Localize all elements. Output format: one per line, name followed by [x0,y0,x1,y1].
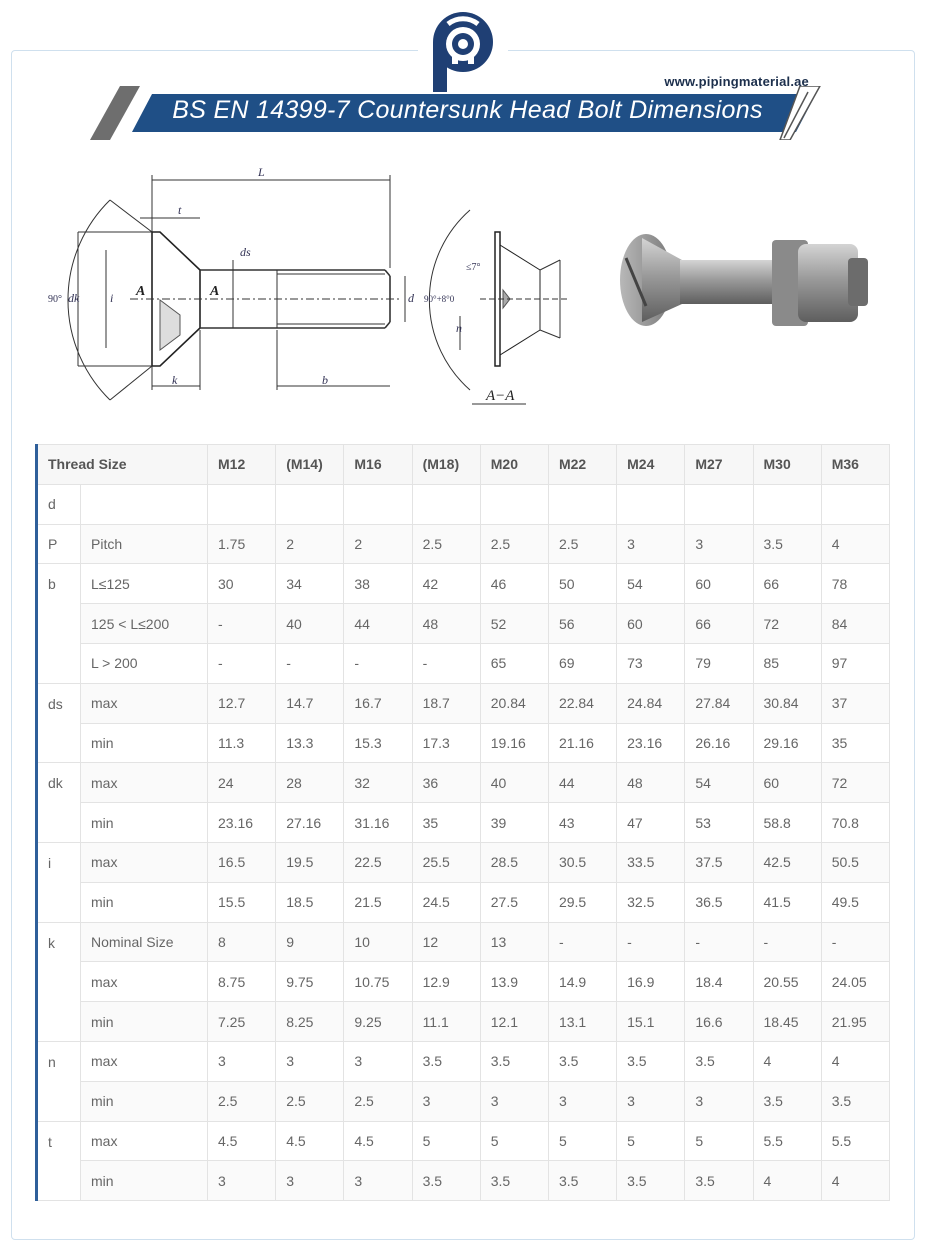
table-cell: 5 [617,1121,685,1161]
table-cell: 16.6 [685,1002,753,1042]
table-cell: 39 [480,803,548,843]
table-cell: 28.5 [480,842,548,882]
label-b: b [322,373,328,387]
table-cell: 37 [821,683,889,723]
table-cell: 15.1 [617,1002,685,1042]
title-banner [90,86,830,140]
table-cell: 29.16 [753,723,821,763]
row-sub-label: 125 < L≤200 [81,604,208,644]
table-cell [344,484,412,524]
header-size: M30 [753,445,821,485]
table-cell: 60 [685,564,753,604]
table-cell: 50.5 [821,842,889,882]
table-cell: 47 [617,803,685,843]
table-cell: 2.5 [344,1081,412,1121]
table-cell: 41.5 [753,882,821,922]
table-cell: 46 [480,564,548,604]
table-row [37,723,890,763]
label-A-right: A [210,284,220,299]
dimensions-table [35,444,890,1201]
row-sub-label: max [81,683,208,723]
table-cell: 16.7 [344,683,412,723]
table-cell: 40 [480,763,548,803]
table-cell: 11.1 [412,1002,480,1042]
row-sub-label: min [81,723,208,763]
table-cell: 19.16 [480,723,548,763]
table-cell: 8.75 [208,962,276,1002]
row-sub-label: Nominal Size [81,922,208,962]
table-cell: - [617,922,685,962]
table-cell: 3.5 [480,1161,548,1201]
table-cell: 84 [821,604,889,644]
table-cell: 3.5 [685,1041,753,1081]
table-row [37,763,890,803]
table-cell: 52 [480,604,548,644]
table-row [37,484,890,524]
table-cell: 36 [412,763,480,803]
table-cell: 3 [480,1081,548,1121]
table-cell [685,484,753,524]
table-cell: 3 [344,1041,412,1081]
table-cell: 4.5 [276,1121,344,1161]
table-cell: 18.5 [276,882,344,922]
row-group-label: b [37,564,81,683]
table-cell: 4 [753,1041,821,1081]
table-cell: 40 [276,604,344,644]
table-cell: 12.9 [412,962,480,1002]
table-cell: 30.5 [548,842,616,882]
table-row [37,564,890,604]
table-cell: 9 [276,922,344,962]
row-sub-label: max [81,763,208,803]
label-i: i [110,291,114,305]
table-cell: 3 [685,1081,753,1121]
row-sub-label: min [81,1002,208,1042]
table-cell: 3.5 [548,1041,616,1081]
table-cell: - [208,604,276,644]
table-cell: 78 [821,564,889,604]
label-section: A−A [486,388,515,404]
table-cell: 2.5 [276,1081,344,1121]
table-cell: 22.5 [344,842,412,882]
table-cell: 3 [617,1081,685,1121]
table-row [37,842,890,882]
table-cell: 2.5 [412,524,480,564]
table-cell: - [685,922,753,962]
table-cell: 9.25 [344,1002,412,1042]
table-cell: 85 [753,643,821,683]
table-row [37,683,890,723]
table-cell: 3 [412,1081,480,1121]
table-cell: 36.5 [685,882,753,922]
table-cell: 3 [685,524,753,564]
header-thread-size: Thread Size [37,445,208,485]
table-row [37,643,890,683]
table-cell: 26.16 [685,723,753,763]
row-sub-label: min [81,1081,208,1121]
table-cell: 17.3 [412,723,480,763]
table-cell [821,484,889,524]
table-cell: 21.16 [548,723,616,763]
table-cell [480,484,548,524]
row-group-label: t [37,1121,81,1201]
table-cell: 13.9 [480,962,548,1002]
table-cell: 5 [412,1121,480,1161]
table-cell: 8.25 [276,1002,344,1042]
header-size: M20 [480,445,548,485]
table-cell: 29.5 [548,882,616,922]
table-cell: 4 [821,524,889,564]
table-cell: 73 [617,643,685,683]
table-cell: 4 [753,1161,821,1201]
table-cell: 13 [480,922,548,962]
table-cell: 44 [548,763,616,803]
table-cell: 3.5 [480,1041,548,1081]
table-cell: 23.16 [617,723,685,763]
table-cell: 66 [753,564,821,604]
row-sub-label: min [81,803,208,843]
table-cell: 3.5 [412,1161,480,1201]
table-cell: - [548,922,616,962]
row-sub-label: max [81,962,208,1002]
row-sub-label: L > 200 [81,643,208,683]
table-cell: 32 [344,763,412,803]
table-cell: 25.5 [412,842,480,882]
header-size: M16 [344,445,412,485]
table-cell: 18.7 [412,683,480,723]
row-group-label: ds [37,683,81,763]
row-sub-label: min [81,1161,208,1201]
table-cell: 66 [685,604,753,644]
table-cell: 70.8 [821,803,889,843]
table-cell: 35 [412,803,480,843]
table-cell: 3 [208,1041,276,1081]
table-cell: 7.25 [208,1002,276,1042]
table-cell: 49.5 [821,882,889,922]
table-cell: 54 [685,763,753,803]
table-cell: 14.9 [548,962,616,1002]
table-cell: 3 [617,524,685,564]
table-cell: 30 [208,564,276,604]
table-cell: 43 [548,803,616,843]
table-cell: 42.5 [753,842,821,882]
table-cell: 13.3 [276,723,344,763]
row-sub-label [81,484,208,524]
table-cell: 54 [617,564,685,604]
table-cell: 2.5 [548,524,616,564]
table-header-row [37,445,890,485]
table-cell: 3.5 [753,1081,821,1121]
table-cell: 56 [548,604,616,644]
table-cell: 72 [821,763,889,803]
table-cell: 5 [685,1121,753,1161]
table-cell: 5 [480,1121,548,1161]
table-cell: 48 [617,763,685,803]
table-cell: 97 [821,643,889,683]
table-cell: 2 [276,524,344,564]
table-cell: 65 [480,643,548,683]
table-cell: 48 [412,604,480,644]
table-cell: 3.5 [685,1161,753,1201]
table-cell: 69 [548,643,616,683]
row-group-label: k [37,922,81,1041]
table-cell: 3 [276,1161,344,1201]
table-cell: 21.95 [821,1002,889,1042]
table-cell: 58.8 [753,803,821,843]
header-size: M22 [548,445,616,485]
table-cell: 37.5 [685,842,753,882]
table-cell: 4.5 [208,1121,276,1161]
table-cell: 16.9 [617,962,685,1002]
label-ds: ds [240,245,251,259]
table-cell: - [821,922,889,962]
table-cell: 4 [821,1041,889,1081]
table-cell: 18.4 [685,962,753,1002]
table-cell: 60 [617,604,685,644]
table-cell: - [412,643,480,683]
table-cell: - [753,922,821,962]
label-n: n [456,321,462,335]
table-cell: 38 [344,564,412,604]
label-t: t [178,203,182,217]
table-cell: 3.5 [821,1081,889,1121]
table-cell: 20.84 [480,683,548,723]
table-cell: 28 [276,763,344,803]
table-row [37,1081,890,1121]
table-row [37,1161,890,1201]
table-cell [617,484,685,524]
table-cell: 4.5 [344,1121,412,1161]
row-sub-label: L≤125 [81,564,208,604]
table-cell: 1.75 [208,524,276,564]
table-cell: 27.16 [276,803,344,843]
table-cell: - [344,643,412,683]
table-cell: 27.84 [685,683,753,723]
table-cell: 3 [548,1081,616,1121]
table-cell: 8 [208,922,276,962]
row-group-label: P [37,524,81,564]
table-cell [208,484,276,524]
table-cell: 24 [208,763,276,803]
table-cell: 30.84 [753,683,821,723]
header-size: M27 [685,445,753,485]
table-cell: 60 [753,763,821,803]
table-body [37,484,890,1200]
table-cell: 34 [276,564,344,604]
header-size: M24 [617,445,685,485]
table-cell: 53 [685,803,753,843]
table-cell: 20.55 [753,962,821,1002]
label-7deg: ≤7° [466,262,481,273]
label-A-left: A [136,284,146,299]
table-cell: 23.16 [208,803,276,843]
bolt-product-photo [612,218,874,358]
table-row [37,1121,890,1161]
table-cell: 12.7 [208,683,276,723]
table-cell: 10 [344,922,412,962]
table-cell: 2.5 [480,524,548,564]
label-d: d [408,291,414,305]
table-cell: 22.84 [548,683,616,723]
table-cell: 19.5 [276,842,344,882]
table-cell [753,484,821,524]
table-cell: - [276,643,344,683]
table-row [37,803,890,843]
table-cell: 24.05 [821,962,889,1002]
label-dk: dk [68,291,80,305]
row-sub-label: max [81,1121,208,1161]
table-row [37,962,890,1002]
table-cell: 2 [344,524,412,564]
table-cell: 24.5 [412,882,480,922]
table-cell: 3.5 [617,1161,685,1201]
row-group-label: n [37,1041,81,1121]
table-cell [276,484,344,524]
table-cell: 10.75 [344,962,412,1002]
table-cell: 3.5 [753,524,821,564]
header-size: (M18) [412,445,480,485]
table-cell: 2.5 [208,1081,276,1121]
table-cell: 44 [344,604,412,644]
table-row [37,1041,890,1081]
row-sub-label: min [81,882,208,922]
table-cell [412,484,480,524]
table-cell: 3 [344,1161,412,1201]
table-cell: 11.3 [208,723,276,763]
table-cell: 3 [208,1161,276,1201]
table-cell: 3.5 [617,1041,685,1081]
table-cell: 12.1 [480,1002,548,1042]
table-cell [548,484,616,524]
table-cell: 42 [412,564,480,604]
table-cell: - [208,643,276,683]
table-row [37,882,890,922]
table-cell: 3 [276,1041,344,1081]
table-cell: 31.16 [344,803,412,843]
label-L: L [258,165,265,179]
bolt-technical-drawing [40,150,580,415]
table-cell: 5 [548,1121,616,1161]
table-cell: 12 [412,922,480,962]
label-90-tol: 90°+8°0 [424,294,455,304]
table-cell: 72 [753,604,821,644]
header-size: M36 [821,445,889,485]
table-cell: 18.45 [753,1002,821,1042]
table-cell: 3.5 [548,1161,616,1201]
table-cell: 24.84 [617,683,685,723]
brand-logo [418,4,508,96]
label-k: k [172,373,178,387]
label-90: 90° [48,294,62,305]
row-sub-label: max [81,1041,208,1081]
table-cell: 3.5 [412,1041,480,1081]
table-row [37,1002,890,1042]
table-cell: 21.5 [344,882,412,922]
table-cell: 27.5 [480,882,548,922]
table-cell: 79 [685,643,753,683]
page-title: BS EN 14399-7 Countersunk Head Bolt Dimensions [172,96,763,124]
header-size: (M14) [276,445,344,485]
table-row [37,604,890,644]
table-cell: 13.1 [548,1002,616,1042]
table-cell: 50 [548,564,616,604]
table-row [37,524,890,564]
table-cell: 16.5 [208,842,276,882]
header-size: M12 [208,445,276,485]
table-cell: 5.5 [821,1121,889,1161]
table-cell: 14.7 [276,683,344,723]
row-sub-label: Pitch [81,524,208,564]
row-group-label: d [37,484,81,524]
row-group-label: dk [37,763,81,843]
row-sub-label: max [81,842,208,882]
table-cell: 15.3 [344,723,412,763]
table-row [37,922,890,962]
table-cell: 9.75 [276,962,344,1002]
row-group-label: i [37,842,81,922]
table-cell: 4 [821,1161,889,1201]
table-cell: 33.5 [617,842,685,882]
table-cell: 32.5 [617,882,685,922]
table-cell: 35 [821,723,889,763]
table-cell: 5.5 [753,1121,821,1161]
table-cell: 15.5 [208,882,276,922]
site-url[interactable]: www.pipingmaterial.ae [664,74,809,89]
